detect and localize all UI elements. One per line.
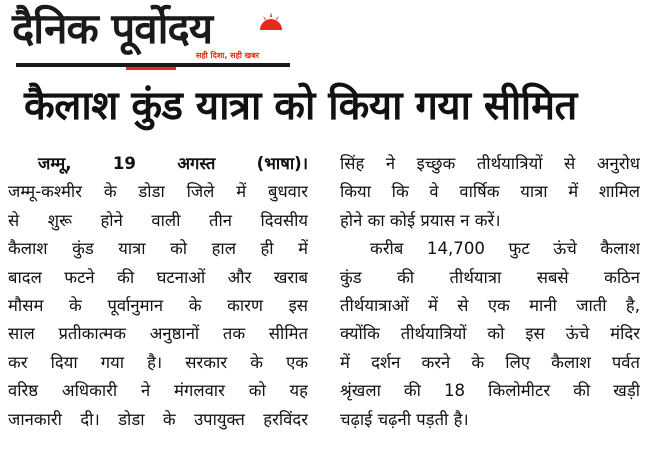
article-line: से शुरू होने वाली तीन दिवसीय	[8, 210, 308, 230]
article-line: करीब 14,700 फुट ऊंचे कैलाश	[370, 239, 640, 259]
article-line: होने का कोई प्रयास न करें।	[340, 210, 501, 230]
article-dateline: जम्मू, 19 अगस्त (भाषा)।	[38, 154, 308, 173]
newspaper-logo-text: दैनिक पूर्वोदय	[12, 4, 213, 53]
article-line: तीर्थयात्राओं में से एक मानी जाती है,	[340, 296, 640, 316]
article-line: किया कि वे वार्षिक यात्रा में शामिल	[340, 182, 640, 202]
article-line: बादल फटने की घटनाओं और खराब	[8, 267, 308, 287]
article-line: कर दिया गया है। सरकार के एक	[8, 352, 308, 372]
article-line: चढ़ाई चढ़नी पड़ती है।	[340, 409, 469, 429]
article-line: में दर्शन करने के लिए कैलाश पर्वत	[340, 352, 640, 372]
article-column-right	[340, 150, 640, 434]
article-line: साल प्रतीकात्मक अनुष्ठानों तक सीमित	[8, 324, 308, 344]
masthead	[8, 0, 290, 74]
article-line: जानकारी दी। डोडा के उपायुक्त हरविंदर	[8, 409, 308, 429]
article-line: कुंड की तीर्थयात्रा सबसे कठिन	[340, 267, 640, 287]
article-line: कैलाश कुंड यात्रा को हाल ही में	[8, 239, 308, 259]
article-headline: कैलाश कुंड यात्रा को किया गया सीमित	[24, 83, 577, 129]
article-line: श्रृंखला की 18 किलोमीटर की खड़ी	[340, 381, 640, 401]
article-line: जम्मू-कश्मीर के डोडा जिले में बुधवार	[8, 182, 308, 202]
article-column-left	[8, 150, 308, 434]
masthead-accent-rule	[126, 67, 176, 70]
article-line: मौसम के पूर्वानुमान के कारण इस	[8, 296, 308, 316]
tagline: सही दिशा, सही खबर	[196, 51, 260, 60]
article-line: क्योंकि तीर्थयात्रियों को इस ऊंचे मंदिर	[340, 324, 640, 344]
article-line: सिंह ने इच्छुक तीर्थयात्रियों से अनुरोध	[340, 154, 640, 173]
sun-logo-icon	[258, 10, 284, 32]
article-line: वरिष्ठ अधिकारी ने मंगलवार को यह	[8, 381, 308, 401]
